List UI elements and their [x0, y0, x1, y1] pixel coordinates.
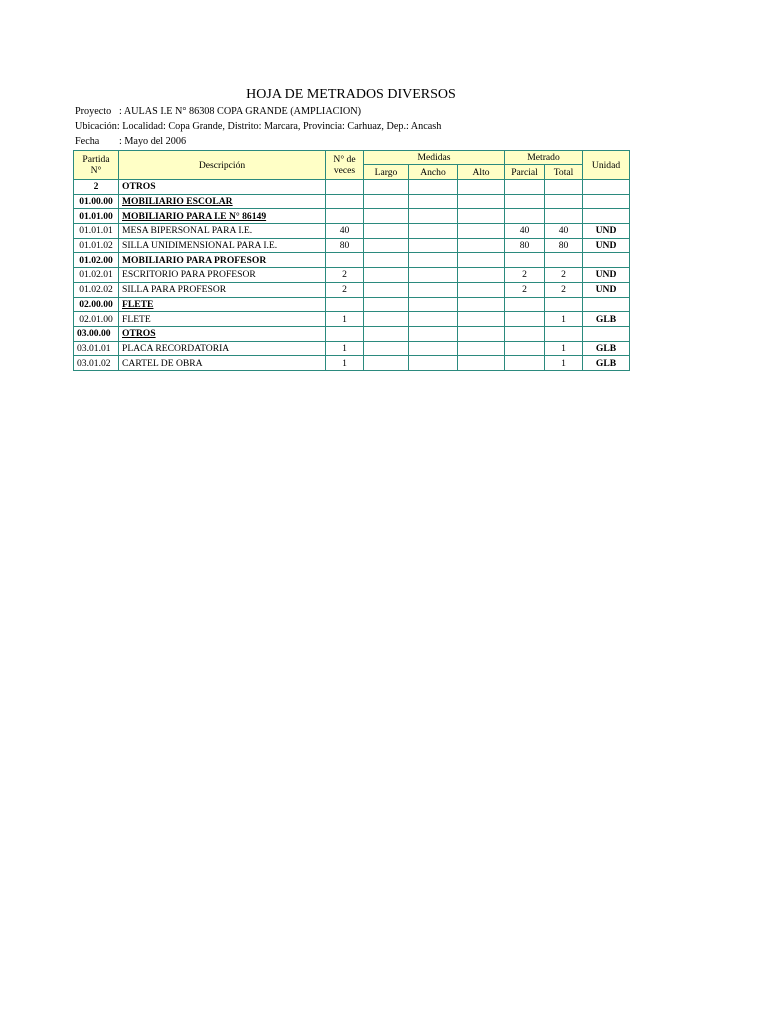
total-cell	[545, 297, 583, 312]
metrados-table	[73, 150, 630, 371]
unidad-cell: UND	[583, 224, 630, 239]
col-header-largo: Largo	[364, 165, 409, 180]
fecha-label: Fecha	[75, 136, 100, 147]
largo-cell	[364, 312, 409, 327]
total-cell	[545, 209, 583, 224]
veces-cell: 80	[326, 238, 364, 253]
proyecto-label: Proyecto	[75, 106, 112, 117]
veces-cell: 2	[326, 268, 364, 283]
table-row	[74, 253, 630, 268]
descripcion-cell: OTROS	[119, 180, 326, 195]
alto-cell	[458, 312, 505, 327]
ancho-cell	[409, 224, 458, 239]
partida-cell: 2	[74, 180, 119, 195]
col-header-descripcion: Descripción	[119, 151, 326, 180]
descripcion-cell: SILLA UNIDIMENSIONAL PARA I.E.	[119, 238, 326, 253]
unidad-cell	[583, 253, 630, 268]
descripcion-cell: OTROS	[119, 326, 326, 341]
total-cell: 1	[545, 356, 583, 371]
alto-cell	[458, 180, 505, 195]
table-row	[74, 297, 630, 312]
col-header-partida: Partida N°	[74, 151, 119, 180]
unidad-cell: GLB	[583, 356, 630, 371]
table-row	[74, 282, 630, 297]
veces-cell	[326, 297, 364, 312]
partida-cell: 01.00.00	[74, 194, 119, 209]
col-header-ancho: Ancho	[409, 165, 458, 180]
total-cell: 2	[545, 282, 583, 297]
largo-cell	[364, 282, 409, 297]
ancho-cell	[409, 282, 458, 297]
partida-cell: 01.01.01	[74, 224, 119, 239]
parcial-cell: 40	[505, 224, 545, 239]
total-cell	[545, 180, 583, 195]
partida-cell: 02.01.00	[74, 312, 119, 327]
total-cell	[545, 326, 583, 341]
unidad-cell: UND	[583, 268, 630, 283]
veces-cell: 40	[326, 224, 364, 239]
table-row	[74, 194, 630, 209]
largo-cell	[364, 238, 409, 253]
total-cell: 1	[545, 341, 583, 356]
total-cell: 1	[545, 312, 583, 327]
ancho-cell	[409, 253, 458, 268]
partida-cell: 03.01.01	[74, 341, 119, 356]
largo-cell	[364, 356, 409, 371]
descripcion-cell: MESA BIPERSONAL PARA I.E.	[119, 224, 326, 239]
col-header-medidas: Medidas	[364, 151, 505, 165]
ancho-cell	[409, 238, 458, 253]
alto-cell	[458, 356, 505, 371]
metrados-sheet	[73, 86, 629, 371]
table-row	[74, 326, 630, 341]
veces-cell: 2	[326, 282, 364, 297]
ancho-cell	[409, 312, 458, 327]
total-cell	[545, 253, 583, 268]
parcial-cell	[505, 194, 545, 209]
unidad-cell	[583, 209, 630, 224]
descripcion-cell: MOBILIARIO ESCOLAR	[119, 194, 326, 209]
partida-cell: 01.02.02	[74, 282, 119, 297]
largo-cell	[364, 224, 409, 239]
alto-cell	[458, 326, 505, 341]
table-row	[74, 209, 630, 224]
veces-cell: 1	[326, 341, 364, 356]
descripcion-cell: FLETE	[119, 297, 326, 312]
alto-cell	[458, 238, 505, 253]
parcial-cell	[505, 253, 545, 268]
descripcion-cell: MOBILIARIO PARA I.E N° 86149	[119, 209, 326, 224]
partida-cell: 01.02.00	[74, 253, 119, 268]
alto-cell	[458, 224, 505, 239]
ubicacion-value: : Localidad: Copa Grande, Distrito: Marcara, Provincia: Carhuaz, Dep.: Ancash	[116, 121, 442, 132]
table-row	[74, 341, 630, 356]
table-row	[74, 356, 630, 371]
unidad-cell: UND	[583, 238, 630, 253]
total-cell: 2	[545, 268, 583, 283]
parcial-cell	[505, 297, 545, 312]
veces-cell	[326, 253, 364, 268]
col-header-unidad: Unidad	[583, 151, 630, 180]
ancho-cell	[409, 297, 458, 312]
alto-cell	[458, 297, 505, 312]
ancho-cell	[409, 326, 458, 341]
parcial-cell: 2	[505, 268, 545, 283]
ancho-cell	[409, 356, 458, 371]
ancho-cell	[409, 268, 458, 283]
descripcion-cell: FLETE	[119, 312, 326, 327]
unidad-cell	[583, 297, 630, 312]
fecha-line	[73, 134, 629, 149]
ancho-cell	[409, 194, 458, 209]
largo-cell	[364, 209, 409, 224]
largo-cell	[364, 341, 409, 356]
largo-cell	[364, 326, 409, 341]
partida-cell: 03.00.00	[74, 326, 119, 341]
veces-cell	[326, 194, 364, 209]
partida-cell: 01.02.01	[74, 268, 119, 283]
col-header-total: Total	[545, 165, 583, 180]
partida-cell: 03.01.02	[74, 356, 119, 371]
table-row	[74, 238, 630, 253]
descripcion-cell: ESCRITORIO PARA PROFESOR	[119, 268, 326, 283]
ubicacion-label: Ubicación	[75, 121, 117, 132]
proyecto-line	[73, 104, 629, 119]
largo-cell	[364, 194, 409, 209]
unidad-cell	[583, 180, 630, 195]
partida-cell: 01.01.02	[74, 238, 119, 253]
alto-cell	[458, 209, 505, 224]
descripcion-cell: SILLA PARA PROFESOR	[119, 282, 326, 297]
veces-cell: 1	[326, 312, 364, 327]
unidad-cell: UND	[583, 282, 630, 297]
table-row	[74, 224, 630, 239]
parcial-cell	[505, 341, 545, 356]
table-row	[74, 268, 630, 283]
parcial-cell	[505, 312, 545, 327]
alto-cell	[458, 282, 505, 297]
parcial-cell: 80	[505, 238, 545, 253]
alto-cell	[458, 253, 505, 268]
col-header-metrado: Metrado	[505, 151, 583, 165]
alto-cell	[458, 341, 505, 356]
largo-cell	[364, 253, 409, 268]
page-title: HOJA DE METRADOS DIVERSOS	[246, 87, 456, 102]
unidad-cell	[583, 194, 630, 209]
largo-cell	[364, 297, 409, 312]
unidad-cell	[583, 326, 630, 341]
table-row	[74, 312, 630, 327]
largo-cell	[364, 180, 409, 195]
descripcion-cell: MOBILIARIO PARA PROFESOR	[119, 253, 326, 268]
proyecto-value: : AULAS I.E N° 86308 COPA GRANDE (AMPLIACION)	[119, 106, 361, 117]
unidad-cell: GLB	[583, 312, 630, 327]
col-header-parcial: Parcial	[505, 165, 545, 180]
col-header-alto: Alto	[458, 165, 505, 180]
alto-cell	[458, 194, 505, 209]
partida-cell: 01.01.00	[74, 209, 119, 224]
unidad-cell: GLB	[583, 341, 630, 356]
largo-cell	[364, 268, 409, 283]
parcial-cell: 2	[505, 282, 545, 297]
total-cell	[545, 194, 583, 209]
table-row	[74, 180, 630, 195]
ubicacion-line	[73, 119, 629, 134]
veces-cell	[326, 209, 364, 224]
col-header-veces: N° de veces	[326, 151, 364, 180]
ancho-cell	[409, 209, 458, 224]
partida-cell: 02.00.00	[74, 297, 119, 312]
descripcion-cell: CARTEL DE OBRA	[119, 356, 326, 371]
alto-cell	[458, 268, 505, 283]
total-cell: 80	[545, 238, 583, 253]
total-cell: 40	[545, 224, 583, 239]
ancho-cell	[409, 341, 458, 356]
parcial-cell	[505, 356, 545, 371]
veces-cell	[326, 326, 364, 341]
parcial-cell	[505, 180, 545, 195]
parcial-cell	[505, 326, 545, 341]
veces-cell	[326, 180, 364, 195]
ancho-cell	[409, 180, 458, 195]
descripcion-cell: PLACA RECORDATORIA	[119, 341, 326, 356]
veces-cell: 1	[326, 356, 364, 371]
fecha-value: : Mayo del 2006	[119, 136, 187, 147]
parcial-cell	[505, 209, 545, 224]
